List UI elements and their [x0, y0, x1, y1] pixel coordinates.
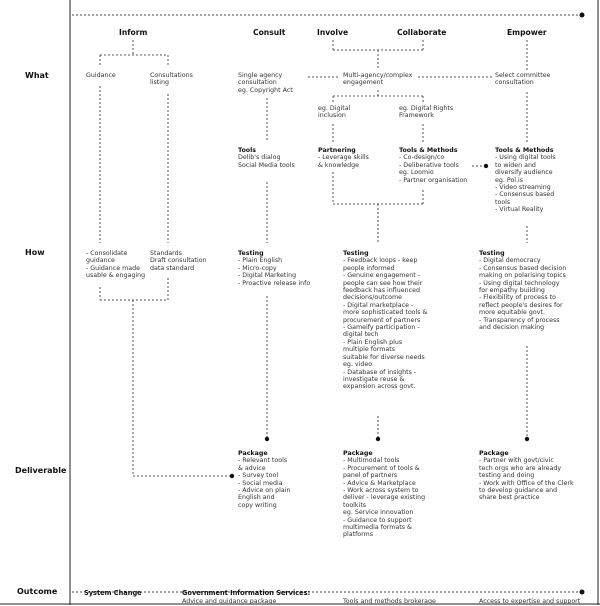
column-heading-empower: Empower	[507, 28, 547, 37]
column-heading-collaborate: Collaborate	[397, 28, 447, 37]
collaborate-testing-block	[343, 250, 427, 391]
text-line: Multi-agency/complex	[343, 72, 413, 79]
block-item: - Using digital technology	[479, 279, 560, 287]
block-item: - Co-design/co	[399, 154, 445, 162]
empower-tools-block	[495, 147, 556, 214]
column-heading-inform: Inform	[119, 28, 148, 37]
block-item: - Advice on plain	[238, 487, 291, 495]
block-item: for empathy building	[479, 287, 545, 295]
block-header: Testing	[343, 250, 369, 257]
block-item: - Video streaming	[495, 184, 551, 192]
block-item: people can see how their	[343, 279, 423, 287]
block-item: - Social media	[238, 479, 283, 487]
collaborate-package-block	[343, 450, 425, 539]
collaborate-tools-block	[399, 147, 467, 184]
block-item: - Flexibility of process to	[479, 294, 556, 302]
block-item: Delib's dialog	[238, 154, 281, 162]
block-item: - Plain English	[238, 257, 283, 265]
block-item: eg. Service innovation	[343, 509, 414, 517]
block-item: people informed	[343, 264, 395, 272]
empower-testing-block	[479, 250, 566, 331]
text-line: listing	[150, 79, 169, 87]
block-item: - Digital marketplace -	[343, 301, 414, 309]
block-item: testing and doing	[479, 472, 535, 480]
digital-inclusion-node	[318, 105, 350, 120]
block-item: multimedia formats &	[343, 524, 412, 532]
block-item: - Multimodal tools	[343, 457, 400, 465]
block-item: share best practice	[479, 494, 540, 502]
block-item: - Advice & Marketplace	[343, 479, 416, 487]
access-outcome: Access to expertise and support	[479, 598, 581, 605]
block-item: - Genuine engagement -	[343, 272, 420, 280]
block-item: and decision making	[479, 324, 545, 332]
block-item: - Work across system to	[343, 487, 419, 495]
block-item: expansion across govt.	[343, 383, 416, 391]
block-item: - Consensus based decision	[479, 264, 567, 272]
inform-how-standards-block	[150, 250, 207, 272]
text-line: - Guidance made	[86, 264, 140, 272]
block-item: - Digital Marketing	[238, 272, 297, 280]
column-heading-involve: Involve	[317, 28, 349, 37]
block-header: Tools & Methods	[495, 147, 554, 154]
text-line: eg. Copyright Act	[238, 86, 293, 94]
text-line: Framework	[399, 112, 434, 120]
text-line: consultation	[495, 79, 534, 87]
block-header: Tools & Methods	[399, 147, 458, 154]
block-item: - Micro-copy	[238, 264, 277, 272]
block-item: - Feedback loops - keep	[343, 257, 418, 265]
block-item: - Deliberative tools	[399, 161, 459, 169]
consultations-listing-node	[150, 72, 193, 87]
inform-how-guidance-block	[86, 250, 145, 280]
block-header: Testing	[238, 250, 264, 257]
block-item: - Proactive release info	[238, 279, 311, 287]
block-item: investigate reuse &	[343, 375, 405, 383]
gis-header: Government Information Services:	[182, 589, 311, 597]
consult-testing-block	[238, 250, 310, 287]
block-item: - Plain English plus	[343, 338, 403, 346]
block-item: Social Media tools	[238, 161, 295, 169]
block-header: Tools	[238, 147, 257, 154]
text-line: - Consolidate	[86, 250, 128, 257]
block-header: Package	[238, 450, 268, 457]
block-item: more sophisticated tools &	[343, 309, 428, 317]
block-item: - Work with Office of the Clerk	[479, 479, 574, 487]
block-item: diversify audience	[495, 169, 553, 177]
block-item: - Gameify participation -	[343, 324, 420, 332]
consult-tools-block	[238, 147, 295, 169]
text-line: inclusion	[318, 112, 346, 120]
block-item: more equitable govt.	[479, 309, 545, 317]
block-item: eg. Pol.is	[495, 176, 524, 184]
block-item: making on polarising topics	[479, 272, 566, 280]
block-item: suitable for diverse needs	[343, 353, 425, 361]
block-item: multiple formats	[343, 346, 396, 354]
text-line: Consultations	[150, 72, 193, 79]
block-item: procurement of partners	[343, 316, 421, 324]
block-item: panel of partners	[343, 472, 398, 480]
text-line: Draft consultation	[150, 257, 207, 265]
text-line: engagement	[343, 79, 384, 87]
block-item: & advice	[238, 464, 266, 472]
block-item: - Transparency of process	[479, 316, 560, 324]
block-item: digital tech	[343, 331, 379, 339]
advice-package-outcome: Advice and guidance package	[182, 598, 277, 605]
block-item: - Partner with govt/civic	[479, 457, 554, 465]
block-item: copy writing	[238, 501, 277, 509]
block-item: tech orgs who are already	[479, 464, 562, 472]
block-item: English and	[238, 494, 275, 502]
consult-package-block	[238, 450, 290, 509]
block-item: feedback has influenced	[343, 287, 420, 295]
block-item: - Procurement of tools &	[343, 464, 420, 472]
system-change-label: System Change	[84, 589, 142, 597]
block-item: reflect people's desires for	[479, 301, 563, 309]
digital-rights-node	[399, 105, 453, 120]
text-line: usable & engaging	[86, 272, 146, 280]
block-item: to develop guidance and	[479, 487, 558, 495]
block-item: eg. Loomio	[399, 169, 434, 177]
row-label-outcome: Outcome	[17, 587, 58, 596]
block-item: - Leverage skills	[318, 154, 369, 162]
block-header: Package	[343, 450, 373, 457]
text-line: consultation	[238, 79, 277, 87]
row-label-deliverable: Deliverable	[15, 466, 67, 475]
block-item: & knowledge	[318, 161, 360, 169]
block-item: tools	[495, 198, 511, 206]
block-header: Testing	[479, 250, 505, 257]
text-line: data standard	[150, 264, 195, 272]
column-heading-consult: Consult	[253, 28, 286, 37]
select-committee-node	[495, 72, 550, 87]
row-label-how: How	[25, 248, 45, 257]
block-item: - Virtual Reality	[495, 206, 544, 214]
partnering-block	[318, 147, 369, 169]
row-label-what: What	[25, 71, 49, 80]
block-item: to widen and	[495, 161, 536, 169]
block-header: Partnering	[318, 147, 356, 154]
block-item: - Database of insights -	[343, 368, 417, 376]
text-line: guidance	[86, 257, 115, 265]
text-line: Select committee	[495, 72, 551, 79]
block-header: Package	[479, 450, 509, 457]
block-item: - Using digital tools	[495, 154, 556, 162]
guidance-node: Guidance	[86, 72, 116, 79]
text-line: Standards	[150, 250, 182, 257]
text-line: eg. Digital	[318, 105, 351, 112]
block-item: - Guidance to support	[343, 516, 412, 524]
block-item: - Relevant tools	[238, 457, 288, 465]
text-line: Single agency	[238, 72, 283, 79]
block-item: platforms	[343, 531, 374, 539]
text-line: eg. Digital Rights	[399, 105, 454, 112]
block-item: decisions/outcome	[343, 294, 402, 302]
multi-agency-node	[343, 72, 412, 87]
block-item: eg. video	[343, 361, 373, 369]
block-item: - Consensus based	[495, 191, 555, 199]
block-item: toolkits	[343, 501, 367, 509]
block-item: - Partner organisation	[399, 176, 468, 184]
block-item: - Survey tool	[238, 472, 279, 480]
block-item: deliver - leverage existing	[343, 494, 426, 502]
single-agency-node	[238, 72, 293, 94]
empower-package-block	[479, 450, 574, 502]
brokerage-outcome: Tools and methods brokerage	[343, 598, 436, 605]
block-item: - Digital democracy	[479, 257, 541, 265]
